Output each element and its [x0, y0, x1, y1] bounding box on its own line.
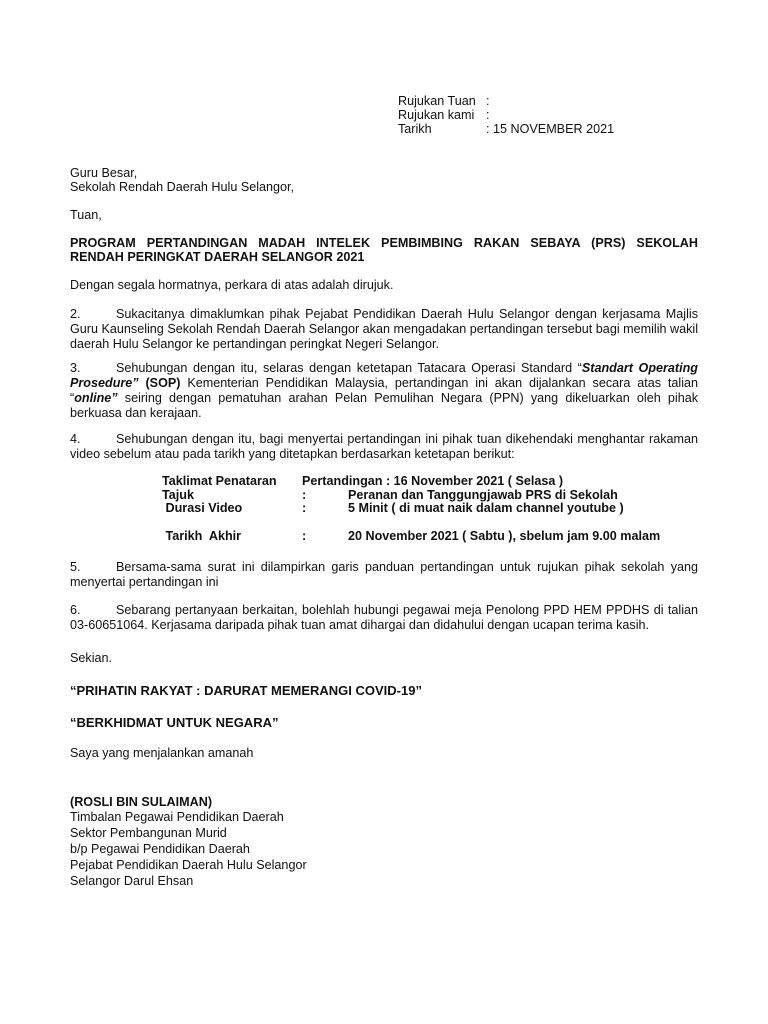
date-label: Tarikh — [398, 122, 432, 136]
slogan-service: “BERKHIDMAT UNTUK NEGARA” — [70, 715, 279, 730]
sop-term: Standart Operating Prosedure” — [70, 361, 698, 390]
signatory-office: Pejabat Pendidikan Daerah Hulu Selangor — [70, 858, 307, 872]
paragraph-4-text: Sehubungan dengan itu, bagi menyertai pertandingan ini pihak tuan dikehendaki menghantar rakaman video sebelum atau pada tarikh yang ditetapkan berdasarkan ketetapan berikut: — [70, 432, 698, 461]
signoff-line: Saya yang menjalankan amanah — [70, 746, 254, 760]
recipient-line-2: Sekolah Rendah Daerah Hulu Selangor, — [70, 180, 295, 194]
paragraph-3-text-a: Sehubungan dengan itu, selaras dengan ketetapan Tatacara Operasi Standard “ — [116, 361, 582, 375]
ref-kami-value: : — [486, 108, 490, 122]
recipient-line-1: Guru Besar, — [70, 166, 138, 180]
salutation: Tuan, — [70, 208, 102, 222]
paragraph-6 — [70, 603, 698, 633]
signatory-state: Selangor Darul Ehsan — [70, 874, 194, 888]
paragraph-6-text: Sebarang pertanyaan berkaitan, bolehlah hubungi pegawai meja Penolong PPD HEM PPDHS di talian 03-60651064. Kerjasama daripada pihak tuan amat dihargai dan didahului dengan ucapan terima kasih. — [70, 603, 698, 632]
paragraph-2-number: 2. — [70, 307, 81, 321]
details-row-4-value: 20 November 2021 ( Sabtu ), sbelum jam 9.00 malam — [348, 529, 661, 543]
details-row-2-value: Peranan dan Tanggungjawab PRS di Sekolah — [348, 488, 618, 502]
opening-line: Dengan segala hormatnya, perkara di atas adalah dirujuk. — [70, 278, 394, 292]
details-row-2-label: Tajuk — [162, 488, 194, 502]
ref-tuan-label: Rujukan Tuan — [398, 94, 476, 108]
paragraph-5 — [70, 560, 698, 590]
closing-line: Sekian. — [70, 651, 113, 665]
paragraph-2-text: Sukacitanya dimaklumkan pihak Pejabat Pendidikan Daerah Hulu Selangor dengan kerjasama Majlis Guru Kaunseling Sekolah Rendah Daerah Selangor akan mengadakan pertandingan tersebut bagi memilih wakil daerah Hulu Selangor ke pertandingan peringkat Negeri Selangor. — [70, 307, 698, 351]
date-value: : 15 NOVEMBER 2021 — [486, 122, 615, 136]
details-row-3-colon: : — [302, 501, 307, 515]
subject-line-2: RENDAH PERINGKAT DAERAH SELANGOR 2021 — [70, 250, 365, 264]
paragraph-6-number: 6. — [70, 603, 81, 617]
ref-tuan-value: : — [486, 94, 490, 108]
details-row-1-label: Taklimat Penataran — [162, 474, 277, 488]
paragraph-4-number: 4. — [70, 432, 81, 446]
details-row-3-label: Durasi Video — [162, 501, 243, 515]
paragraph-5-number: 5. — [70, 560, 81, 574]
paragraph-3-text-c: seiring dengan pematuhan arahan Pelan Pemulihan Negara (PPN) yang dikeluarkan oleh pihak berkuasa dan kerajaan. — [70, 391, 698, 420]
sop-abbreviation: (SOP) — [138, 376, 181, 390]
online-term: online” — [74, 391, 118, 405]
details-row-3-value: 5 Minit ( di muat naik dalam channel youtube ) — [348, 501, 624, 515]
signatory-title-3: b/p Pegawai Pendidikan Daerah — [70, 842, 250, 856]
subject-line-1: PROGRAM PERTANDINGAN MADAH INTELEK PEMBIMBING RAKAN SEBAYA (PRS) SEKOLAH — [70, 236, 698, 250]
signatory-title-2: Sektor Pembangunan Murid — [70, 826, 227, 840]
slogan-covid: “PRIHATIN RAKYAT : DARURAT MEMERANGI COVID-19” — [70, 683, 422, 698]
details-row-2-colon: : — [302, 488, 307, 502]
signatory-title-1: Timbalan Pegawai Pendidikan Daerah — [70, 810, 284, 824]
paragraph-3-number: 3. — [70, 361, 81, 375]
paragraph-3-text-b: Kementerian Pendidikan Malaysia, pertandingan ini akan dijalankan secara atas talian “ — [70, 376, 699, 405]
paragraph-5-text: Bersama-sama surat ini dilampirkan garis panduan pertandingan untuk rujukan pihak sekolah yang menyertai pertandingan ini — [70, 560, 698, 589]
paragraph-2 — [70, 307, 698, 352]
paragraph-3 — [70, 361, 698, 421]
details-row-1-value: Pertandingan : 16 November 2021 ( Selasa ) — [302, 474, 564, 488]
signatory-name: (ROSLI BIN SULAIMAN) — [70, 795, 213, 809]
paragraph-4 — [70, 432, 698, 462]
details-row-4-colon: : — [302, 529, 307, 543]
ref-kami-label: Rujukan kami — [398, 108, 475, 122]
details-row-4-label: Tarikh Akhir — [162, 529, 242, 543]
